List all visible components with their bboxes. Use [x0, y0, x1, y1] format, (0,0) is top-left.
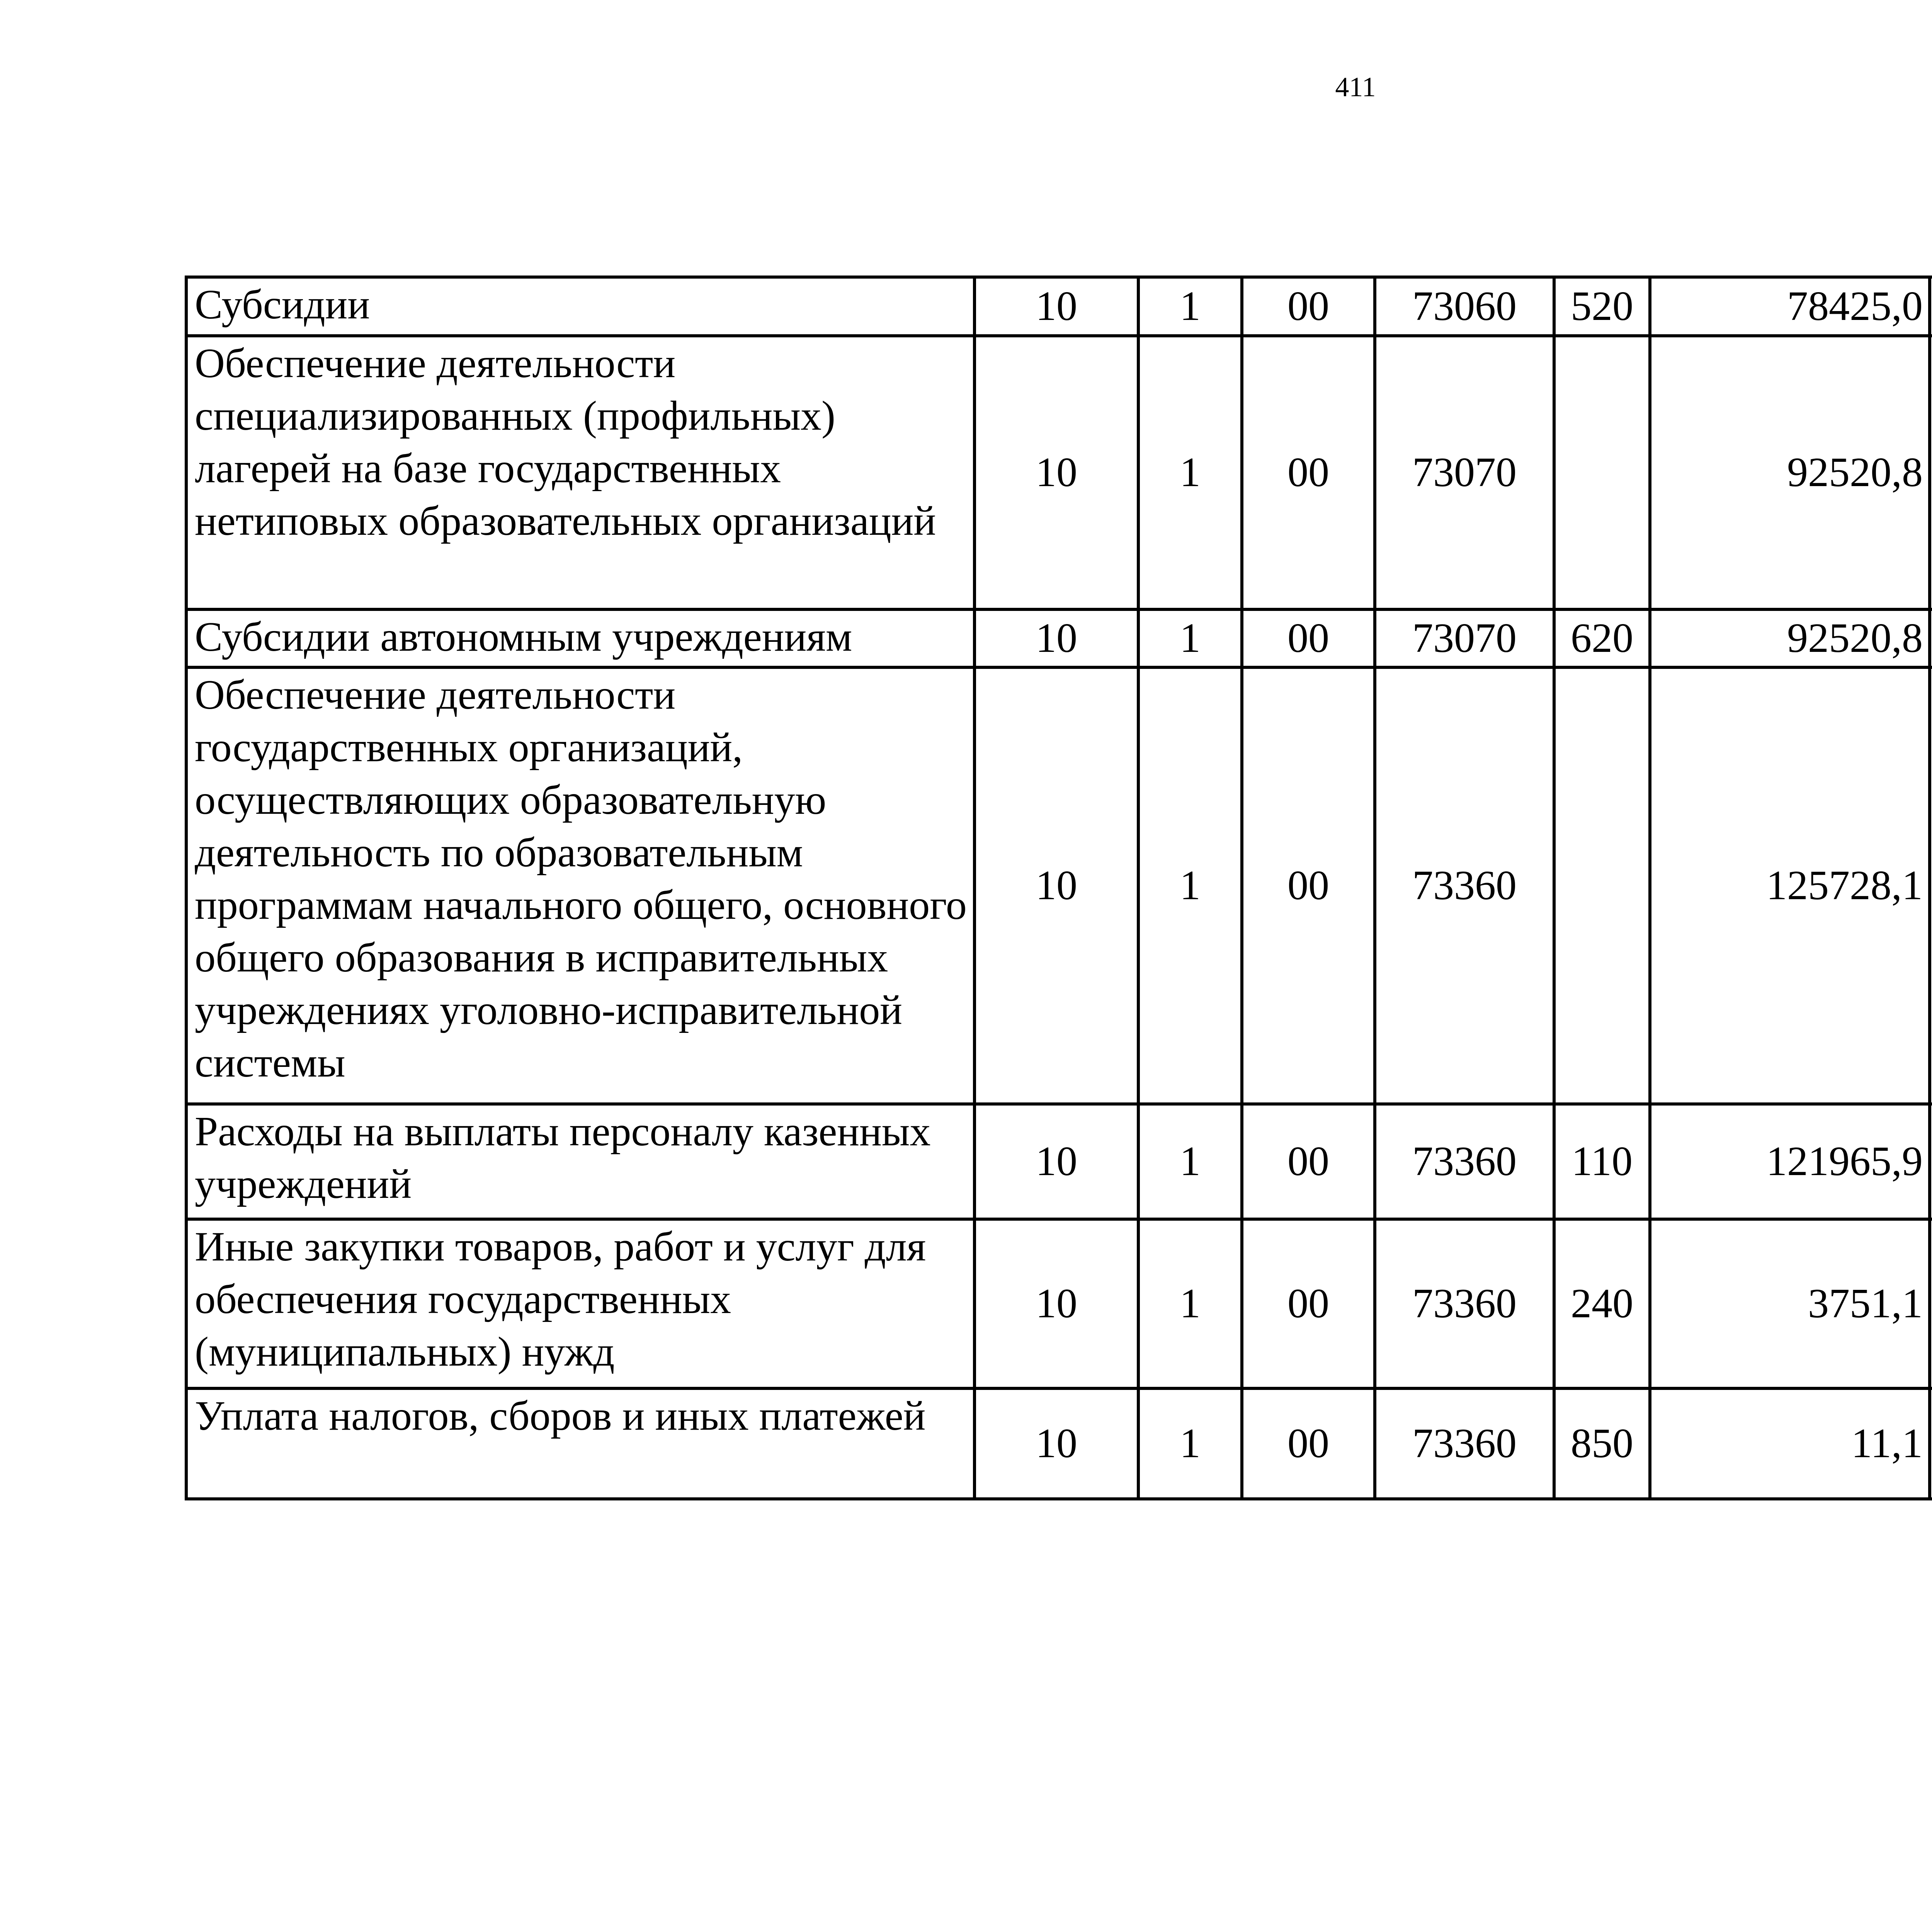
amount-1-cell: 78425,0 [1650, 277, 1930, 336]
page-number: 411 [1335, 71, 1376, 102]
amount-2-cell [1930, 667, 1932, 1104]
article-cell: 73360 [1375, 1104, 1554, 1219]
expense-type-cell: 240 [1554, 1219, 1650, 1388]
subprogram-cell: 00 [1242, 336, 1375, 609]
expense-type-cell [1554, 667, 1650, 1104]
amount-2-cell [1930, 609, 1932, 667]
article-cell: 73060 [1375, 277, 1554, 336]
program-cell: 1 [1138, 1219, 1242, 1388]
table-row [186, 609, 1932, 667]
row-name-cell: Обеспечение деятельности государственных организаций, осуществляющих образовательную деятельность по образовательным программам начального общего, основного общего образования в исправительных учреждениях уголовно-исправительной системы [186, 667, 975, 1104]
article-cell: 73360 [1375, 1388, 1554, 1499]
table-row [186, 336, 1932, 609]
article-cell: 73360 [1375, 1219, 1554, 1388]
row-name-cell: Уплата налогов, сборов и иных платежей [186, 1388, 975, 1499]
section-cell: 10 [975, 1104, 1138, 1219]
amount-1-cell: 121965,9 [1650, 1104, 1930, 1219]
article-cell: 73360 [1375, 667, 1554, 1104]
program-cell: 1 [1138, 1104, 1242, 1219]
expense-type-cell: 110 [1554, 1104, 1650, 1219]
amount-1-cell: 3751,1 [1650, 1219, 1930, 1388]
table-row [186, 1104, 1932, 1219]
subprogram-cell: 00 [1242, 1104, 1375, 1219]
amount-2-cell [1930, 1219, 1932, 1388]
table-row [186, 667, 1932, 1104]
section-cell: 10 [975, 1388, 1138, 1499]
amount-2-cell [1930, 1104, 1932, 1219]
program-cell: 1 [1138, 277, 1242, 336]
row-name-cell: Субсидии автономным учреждениям [186, 609, 975, 667]
row-name-cell: Иные закупки товаров, работ и услуг для обеспечения государственных (муниципальных) нужд [186, 1219, 975, 1388]
subprogram-cell: 00 [1242, 1219, 1375, 1388]
table-row [186, 1219, 1932, 1388]
subprogram-cell: 00 [1242, 277, 1375, 336]
amount-2-cell [1930, 277, 1932, 336]
expense-type-cell: 520 [1554, 277, 1650, 336]
subprogram-cell: 00 [1242, 667, 1375, 1104]
article-cell: 73070 [1375, 609, 1554, 667]
expense-type-cell: 620 [1554, 609, 1650, 667]
amount-1-cell: 92520,8 [1650, 336, 1930, 609]
amount-2-cell [1930, 336, 1932, 609]
section-cell: 10 [975, 667, 1138, 1104]
expense-type-cell: 850 [1554, 1388, 1650, 1499]
amount-2-cell [1930, 1388, 1932, 1499]
program-cell: 1 [1138, 609, 1242, 667]
program-cell: 1 [1138, 667, 1242, 1104]
row-name-cell: Обеспечение деятельности специализированных (профильных) лагерей на базе государственных нетиповых образовательных организаций [186, 336, 975, 609]
subprogram-cell: 00 [1242, 1388, 1375, 1499]
article-cell: 73070 [1375, 336, 1554, 609]
amount-1-cell: 11,1 [1650, 1388, 1930, 1499]
program-cell: 1 [1138, 336, 1242, 609]
subprogram-cell: 00 [1242, 609, 1375, 667]
amount-1-cell: 125728,1 [1650, 667, 1930, 1104]
budget-table [185, 276, 1932, 1500]
table-row [186, 1388, 1932, 1499]
amount-1-cell: 92520,8 [1650, 609, 1930, 667]
section-cell: 10 [975, 336, 1138, 609]
row-name-cell: Расходы на выплаты персоналу казенных учреждений [186, 1104, 975, 1219]
section-cell: 10 [975, 1219, 1138, 1388]
expense-type-cell [1554, 336, 1650, 609]
section-cell: 10 [975, 277, 1138, 336]
table-row [186, 277, 1932, 336]
row-name-cell: Субсидии [186, 277, 975, 336]
section-cell: 10 [975, 609, 1138, 667]
program-cell: 1 [1138, 1388, 1242, 1499]
